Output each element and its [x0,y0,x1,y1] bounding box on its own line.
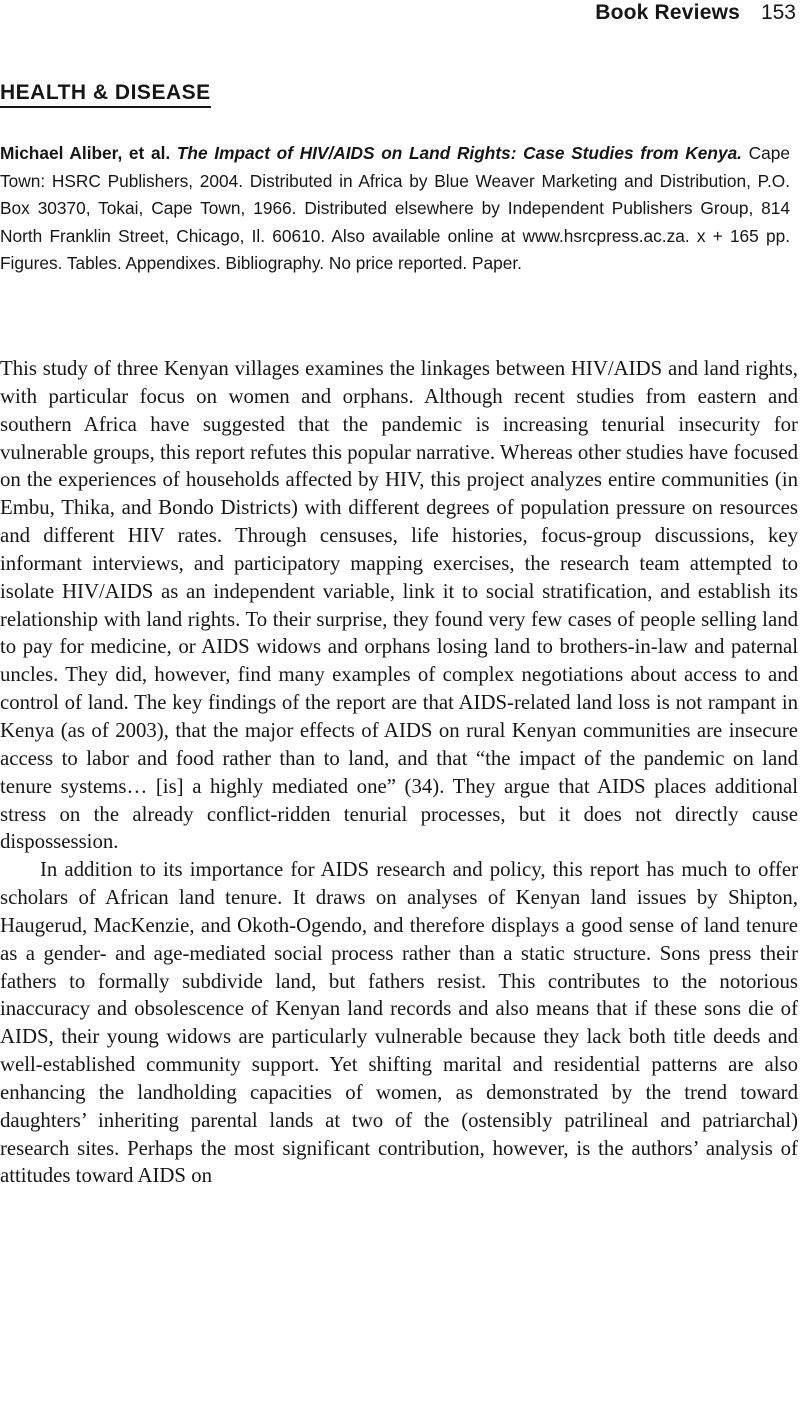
running-head-title: Book Reviews [595,1,740,24]
citation-publication-details: Cape Town: HSRC Publishers, 2004. Distributed in Africa by Blue Weaver Marketing and Distribution, P.O. Box 30370, Tokai, Cape Town, 1966. Distributed elsewhere by Independent Publishers Group, 814 North Franklin Street, Chicago, Il. 60610. Also available online at www.hsrcpress.ac.za. x + 165 pp. Figures. Tables. Appendixes. Bibliography. No price reported. Paper. [0,143,790,274]
citation-book-title: The Impact of HIV/AIDS on Land Rights: Case Studies from Kenya. [176,143,742,163]
bibliographic-citation [0,140,790,278]
running-head [0,0,800,30]
section-heading: HEALTH & DISEASE [0,81,211,108]
review-paragraph-1: This study of three Kenyan villages examines the linkages between HIV/AIDS and land rights, with particular focus on women and orphans. Although recent studies from eastern and southern Africa have suggested that the pandemic is increasing tenurial insecurity for vulnerable groups, this report refutes this popular narrative. Whereas other studies have focused on the experiences of households affected by HIV, this project analyzes entire communities (in Embu, Thika, and Bondo Districts) with different degrees of population pressure on resources and different HIV rates. Through censuses, life histories, focus-group discussions, key informant interviews, and participatory mapping exercises, the research team attempted to isolate HIV/AIDS as an independent variable, link it to social stratification, and establish its relationship with land rights. To their surprise, they found very few cases of people selling land to pay for medicine, or AIDS widows and orphans losing land to brothers-in-law and paternal uncles. They did, however, find many examples of complex negotiations about access to and control of land. The key findings of the report are that AIDS-related land loss is not rampant in Kenya (as of 2003), that the major effects of AIDS on rural Kenyan communities are insecure access to labor and food rather than to land, and that “the impact of the pandemic on land tenure systems… [is] a highly mediated one” (34). They argue that AIDS places additional stress on the already conflict-ridden tenurial processes, but it does not directly cause dispossession. [0,357,798,854]
review-body [0,355,798,1190]
citation-author: Michael Aliber, et al. [0,143,171,163]
page-number: 153 [760,1,796,24]
review-paragraph-2: In addition to its importance for AIDS research and policy, this report has much to offer scholars of African land tenure. It draws on analyses of Kenyan land issues by Shipton, Haugerud, MacKenzie, and Okoth-Ogendo, and therefore displays a good sense of land tenure as a gender- and age-mediated social process rather than a static structure. Sons press their fathers to formally subdivide land, but fathers resist. This contributes to the notorious inaccuracy and obsolescence of Kenyan land records and also means that if these sons die of AIDS, their young widows are particularly vulnerable because they lack both title deeds and well-established community support. Yet shifting marital and residential patterns are also enhancing the landholding capacities of women, as demonstrated by the trend toward daughters’ inheriting parental lands at two of the (ostensibly patrilineal and patriarchal) research sites. Perhaps the most significant contribution, however, is the authors’ analysis of attitudes toward AIDS on [0,858,798,1188]
